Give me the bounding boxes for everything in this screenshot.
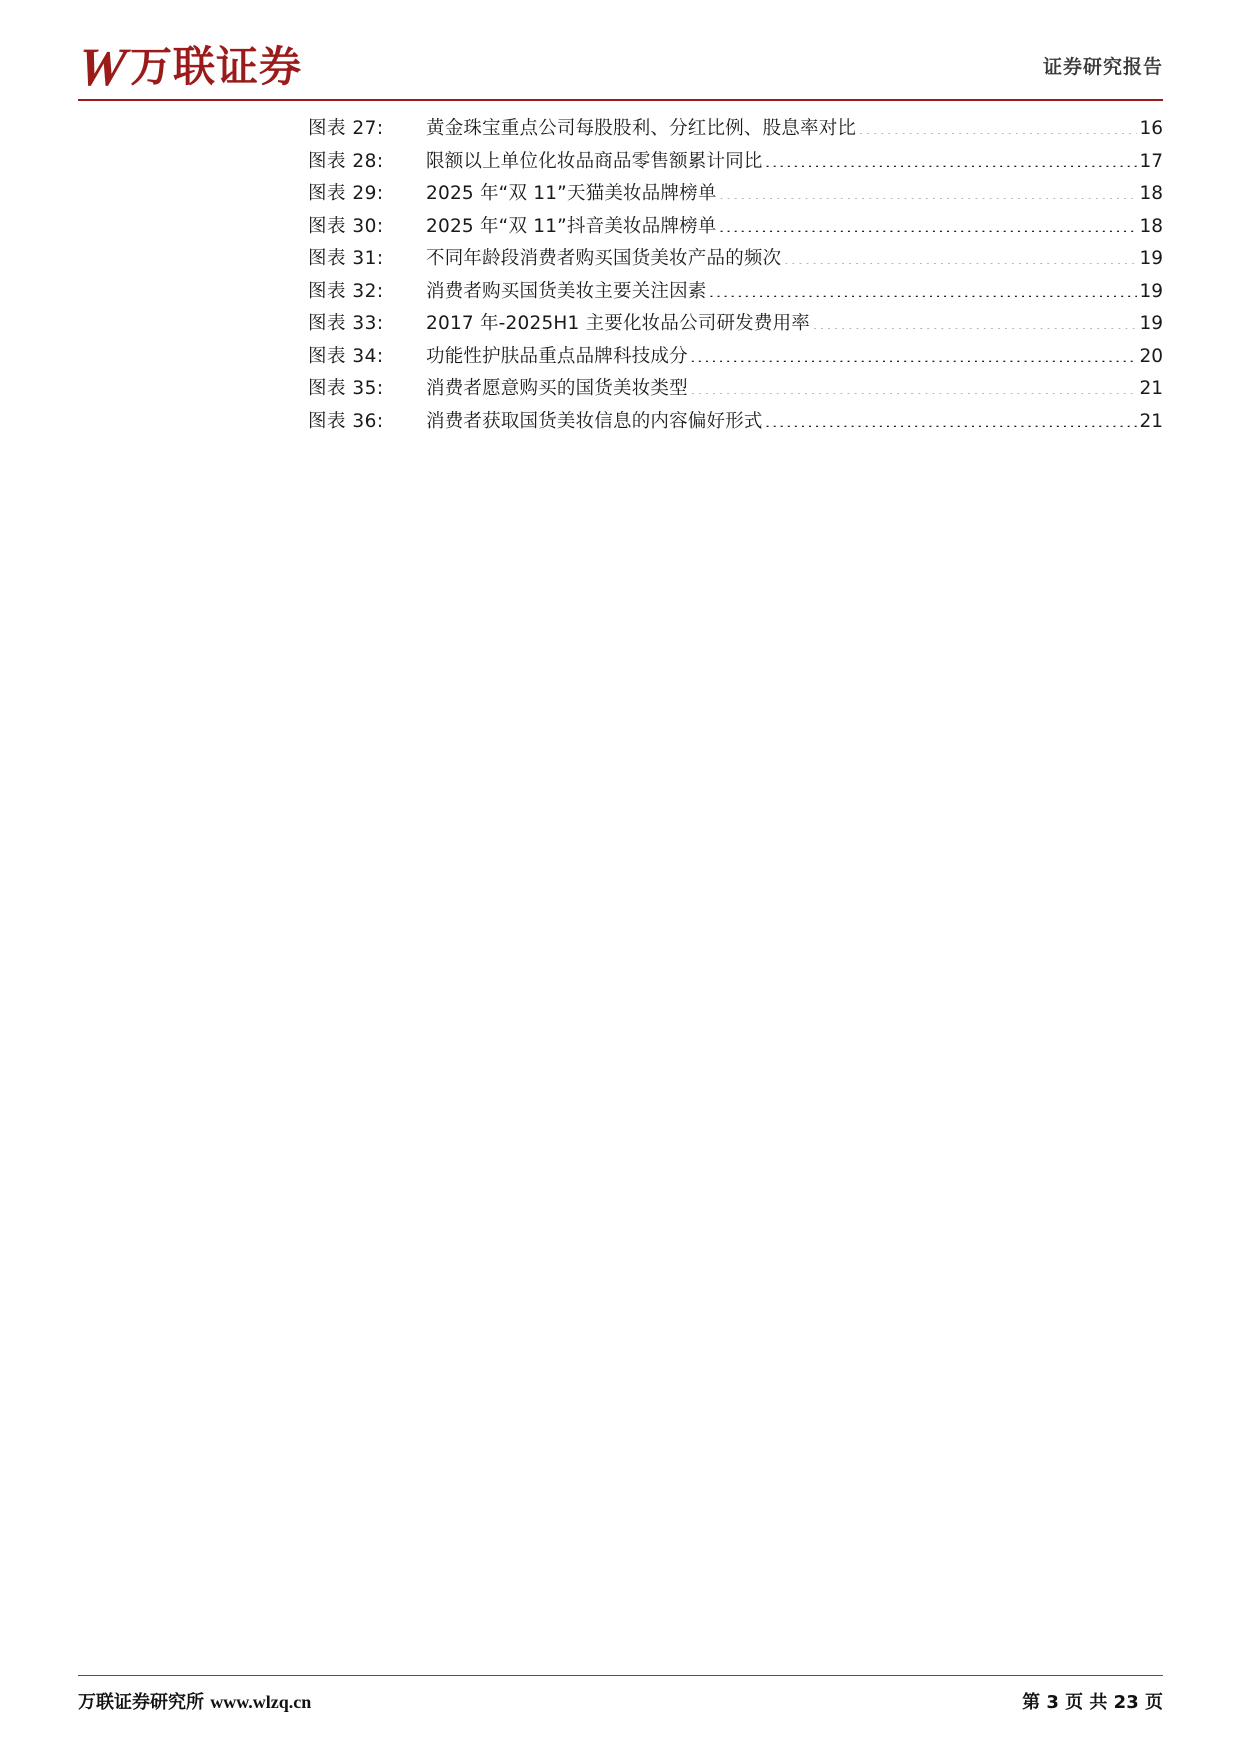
toc-entry-label: 图表 28:	[308, 150, 384, 172]
toc-entry[interactable]	[78, 243, 1163, 276]
toc-entry[interactable]	[78, 178, 1163, 211]
toc-leader-dots	[690, 342, 1137, 362]
toc-leader-dots	[709, 277, 1137, 297]
logo-w-mark: W	[74, 37, 128, 97]
toc-entry-page: 21	[1139, 378, 1163, 399]
toc-entry-label: 图表 29:	[308, 183, 384, 204]
toc-entry-label: 图表 33:	[308, 313, 384, 334]
toc-entry[interactable]	[78, 308, 1163, 341]
header-divider	[78, 99, 1163, 101]
toc-entry[interactable]	[78, 113, 1163, 146]
toc-entry-title: 黄金珠宝重点公司每股股利、分红比例、股息率对比	[426, 118, 857, 139]
page-header	[74, 37, 1163, 100]
toc-leader-dots	[719, 180, 1137, 200]
toc-entry-label: 图表 31:	[308, 248, 384, 269]
footer-institution-name: 万联证券研究所	[78, 1692, 204, 1713]
toc-leader-dots	[765, 407, 1137, 427]
toc-entry-label: 图表 36:	[308, 410, 384, 432]
toc-leader-dots	[858, 115, 1137, 135]
footer-institution	[78, 1688, 311, 1714]
toc-entry-title: 2017 年-2025H1 主要化妆品公司研发费用率	[426, 313, 810, 334]
toc-leader-dots	[812, 310, 1137, 330]
footer-divider	[78, 1675, 1163, 1676]
logo-company-name: 万联证券	[130, 42, 303, 91]
toc-entry-label: 图表 27:	[308, 118, 384, 139]
toc-entry-page: 19	[1139, 280, 1163, 302]
toc-entry-page: 16	[1139, 118, 1163, 139]
toc-entry-page: 20	[1139, 345, 1163, 367]
toc-leader-dots	[719, 212, 1137, 232]
toc-leader-dots	[690, 375, 1137, 395]
page-footer	[78, 1688, 1163, 1714]
toc-entry-page: 19	[1139, 248, 1163, 269]
toc-entry[interactable]	[78, 211, 1163, 244]
toc-entry-page: 21	[1139, 410, 1163, 432]
toc-entry-page: 18	[1139, 215, 1163, 237]
toc-entry-title: 消费者愿意购买的国货美妆类型	[426, 378, 688, 399]
toc-entry[interactable]	[78, 341, 1163, 374]
toc-entry-label: 图表 35:	[308, 378, 384, 399]
toc-entry-title: 消费者获取国货美妆信息的内容偏好形式	[426, 410, 763, 432]
toc-leader-dots	[765, 147, 1137, 167]
toc-entry-label: 图表 32:	[308, 280, 384, 302]
toc-entry[interactable]	[78, 276, 1163, 309]
toc-entry-page: 19	[1139, 313, 1163, 334]
toc-entry-title: 消费者购买国货美妆主要关注因素	[426, 280, 707, 302]
toc-entry-label: 图表 34:	[308, 345, 384, 367]
report-type-label: 证券研究报告	[1042, 56, 1163, 78]
footer-page-number: 第 3 页 共 23 页	[1022, 1692, 1163, 1713]
toc-entry[interactable]	[78, 146, 1163, 179]
toc-entry-page: 18	[1139, 183, 1163, 204]
footer-website[interactable]: www.wlzq.cn	[210, 1692, 312, 1712]
toc-entry-title: 限额以上单位化妆品商品零售额累计同比	[426, 150, 763, 172]
toc-entry-title: 不同年龄段消费者购买国货美妆产品的频次	[426, 248, 782, 269]
toc-entry-title: 功能性护肤品重点品牌科技成分	[426, 345, 688, 367]
toc-entry[interactable]	[78, 406, 1163, 439]
toc-entry-page: 17	[1139, 150, 1163, 172]
brand-logo	[74, 37, 303, 97]
toc-entry[interactable]	[78, 373, 1163, 406]
toc-leader-dots	[783, 245, 1137, 265]
toc-entry-label: 图表 30:	[308, 215, 384, 237]
table-of-contents	[78, 113, 1163, 438]
toc-entry-title: 2025 年“双 11”天猫美妆品牌榜单	[426, 183, 717, 204]
toc-entry-title: 2025 年“双 11”抖音美妆品牌榜单	[426, 215, 717, 237]
